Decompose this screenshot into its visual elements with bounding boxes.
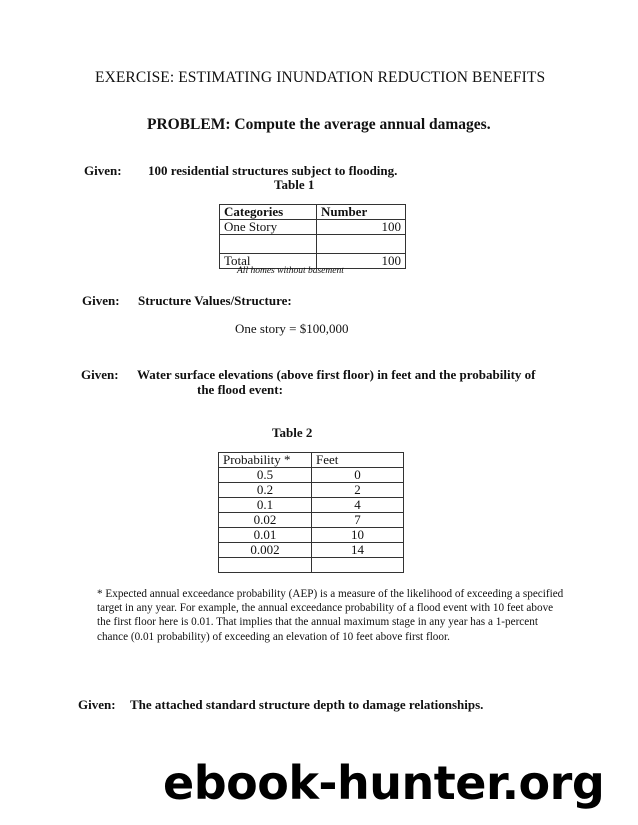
watermark: ebook-hunter.org [163,756,605,810]
table-row [220,220,406,235]
given-label-4: Given: [78,697,116,712]
table-row [219,558,404,573]
given-label-2: Given: [82,293,120,308]
table-cell: 0.02 [219,513,312,528]
table-cell: 7 [312,513,404,528]
table-cell [317,235,406,254]
table1-note: All homes without basement [237,266,344,276]
table-row [219,498,404,513]
table-row [219,513,404,528]
problem-statement: PROBLEM: Compute the average annual damages. [147,116,491,133]
table-cell: 0 [312,468,404,483]
table-header-row [220,205,406,220]
table-header-cell: Feet [312,453,404,468]
given-label-3: Given: [81,367,119,382]
table-row [220,235,406,254]
table-cell [312,558,404,573]
table-cell: 2 [312,483,404,498]
table-cell: 100 [317,254,406,269]
table-cell: 10 [312,528,404,543]
table-cell [219,558,312,573]
table-header-row [219,453,404,468]
table-row [219,543,404,558]
table-1-categories [219,204,406,269]
table-row [219,528,404,543]
table-cell: 14 [312,543,404,558]
table-cell: 0.1 [219,498,312,513]
table-cell: 0.01 [219,528,312,543]
table-cell: 0.002 [219,543,312,558]
table-row [219,468,404,483]
table-row [219,483,404,498]
table-2-probability-feet [218,452,404,573]
table-cell: 4 [312,498,404,513]
table2-caption: Table 2 [272,425,313,440]
given-text-2: Structure Values/Structure: [138,293,292,308]
table-header-cell: Number [317,205,406,220]
table-cell: 0.2 [219,483,312,498]
table-header-cell: Probability * [219,453,312,468]
given-text-4: The attached standard structure depth to damage relationships. [130,697,484,712]
table-cell: 0.5 [219,468,312,483]
given-label-1: Given: [84,163,122,178]
table1-caption: Table 1 [274,177,315,192]
exercise-title: EXERCISE: ESTIMATING INUNDATION REDUCTION BENEFITS [95,69,546,86]
given-text-1: 100 residential structures subject to flooding. [148,163,398,178]
structure-value: One story = $100,000 [235,321,349,336]
table-cell: 100 [317,220,406,235]
given-text-3-line1: Water surface elevations (above first floor) in feet and the probability of [137,367,536,382]
aep-footnote: * Expected annual exceedance probability (AEP) is a measure of the likelihood of exceeding a specified target in any year. For example, the annual exceedance probability of a flood event with 10 feet above the first floor here is 0.01. That implies that the annual maximum stage in any year has a 1-percent chance (0.01 probability) of exceeding an elevation of 10 feet above first floor. [97,588,564,643]
table-cell: One Story [220,220,317,235]
table-cell [220,235,317,254]
table-cell: Total [220,254,317,269]
given-text-3-line2: the flood event: [197,382,283,397]
table-header-cell: Categories [220,205,317,220]
